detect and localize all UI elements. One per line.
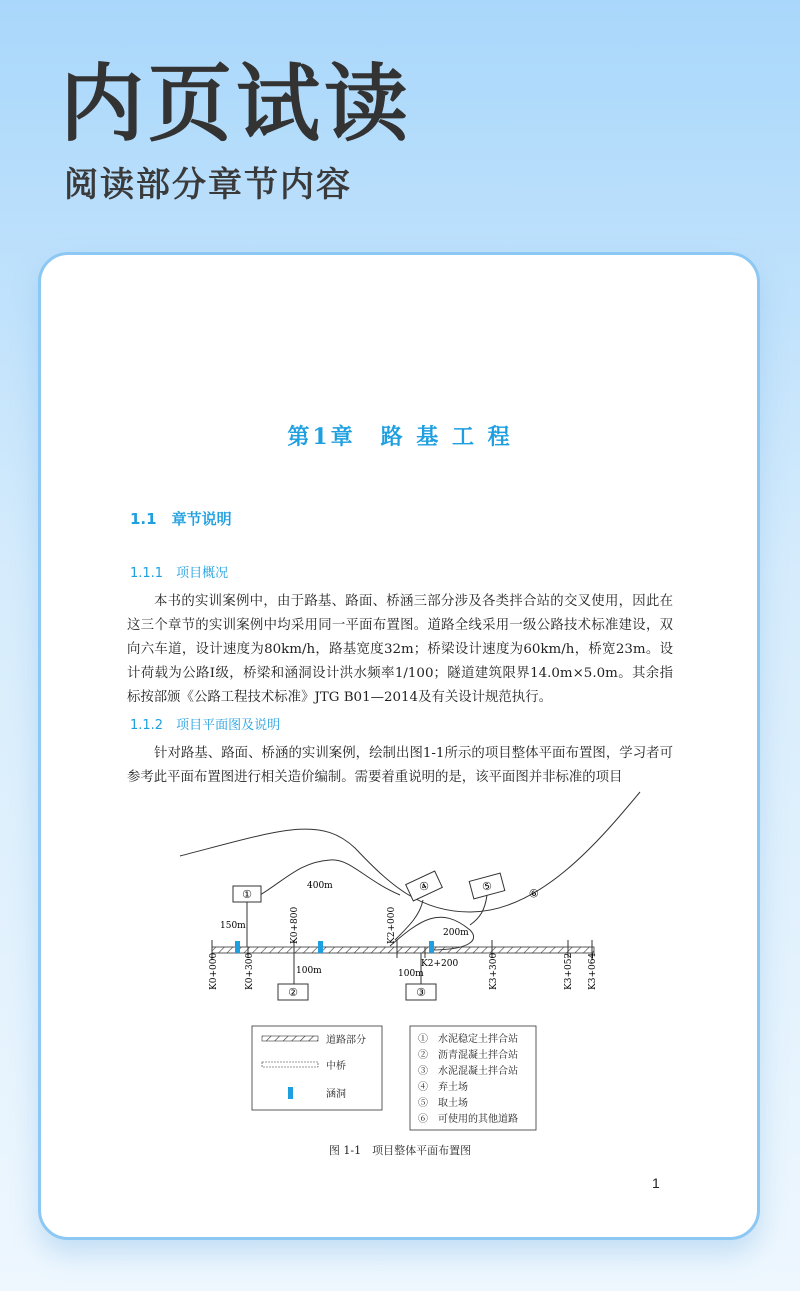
banner-title: 内页试读 <box>60 55 413 153</box>
station-label: K0+000 <box>209 952 219 990</box>
station-label: K3+064 <box>588 952 598 990</box>
legend-label-culvert: 涵洞 <box>326 1089 346 1100</box>
subsection-title-plan: 1.1.2 项目平面图及说明 <box>130 718 281 733</box>
distance-label-150: 150m <box>220 921 246 931</box>
station-label: K2+000 <box>387 906 397 944</box>
access-road-4 <box>395 900 423 940</box>
chapter-title: 第1章 路 基 工 程 <box>287 424 513 450</box>
station-label: K0+800 <box>290 906 300 944</box>
site-marker-4: ④ <box>416 878 432 895</box>
legend-label-road: 道路部分 <box>326 1035 366 1046</box>
legend-swatch-road <box>262 1036 318 1041</box>
banner-subtitle: 阅读部分章节内容 <box>64 165 352 205</box>
legend-item: ⑤ 取土场 <box>418 1098 468 1109</box>
site-marker-3: ③ <box>416 986 426 999</box>
legend-item: ③ 水泥混凝土拌合站 <box>418 1066 518 1077</box>
site-marker-2: ② <box>288 986 298 999</box>
paragraph-plan: 针对路基、路面、桥涵的实训案例，绘制出图1-1所示的项目整体平面布置图，学习者可参考此平面布置图进行相关造价编制。需要着重说明的是，该平面图并非标准的项目 <box>127 746 673 785</box>
station-label: K2+200 <box>421 959 459 969</box>
distance-label-400: 400m <box>307 881 333 891</box>
site-marker-5: ⑤ <box>480 878 494 895</box>
legend-item: ④ 弃土场 <box>418 1082 468 1093</box>
distance-label-100b: 100m <box>398 969 424 979</box>
culvert-marker <box>429 941 434 953</box>
page-number: 1 <box>652 1175 660 1191</box>
legend-item: ② 沥青混凝土拌合站 <box>418 1050 518 1061</box>
culvert-marker <box>318 941 323 953</box>
legend-item: ① 水泥稳定土拌合站 <box>418 1034 518 1045</box>
access-road-5 <box>470 895 487 925</box>
paragraph-overview: 本书的实训案例中，由于路基、路面、桥涵三部分涉及各类拌合站的交叉使用，因此在这三个章节的实训案例中均采用同一平面布置图。道路全线采用一级公路技术标准建设，双向六车道，设计速度为80km/h，路基宽度32m；桥梁设计速度为60km/h，桥宽23m。设计荷载为公路Ⅰ级，桥梁和涵洞设计洪水频率1/100；隧道建筑限界14.0m×5.0m。其余指标按部颁《公路工程技术标准》JTG B01—2014及有关设计规范执行。 <box>127 594 673 705</box>
subsection-title-overview: 1.1.1 项目概况 <box>130 566 229 581</box>
legend-item: ⑥ 可使用的其他道路 <box>418 1114 518 1125</box>
culvert-marker <box>235 941 240 953</box>
distance-label-200: 200m <box>443 928 469 938</box>
main-road <box>212 947 594 953</box>
distance-label-100a: 100m <box>296 966 322 976</box>
legend-label-bridge: 中桥 <box>326 1061 346 1072</box>
legend-swatch-culvert <box>288 1087 293 1099</box>
figure-caption: 图 1-1 项目整体平面布置图 <box>328 1144 472 1157</box>
site-marker-1: ① <box>242 888 252 901</box>
station-label: K0+300 <box>245 952 255 990</box>
site-marker-6: ⑥ <box>526 885 542 902</box>
legend-swatch-bridge <box>262 1062 318 1067</box>
station-label: K3+052 <box>564 952 574 990</box>
section-title: 1.1 章节说明 <box>130 510 232 528</box>
station-label: K3+300 <box>489 952 499 990</box>
